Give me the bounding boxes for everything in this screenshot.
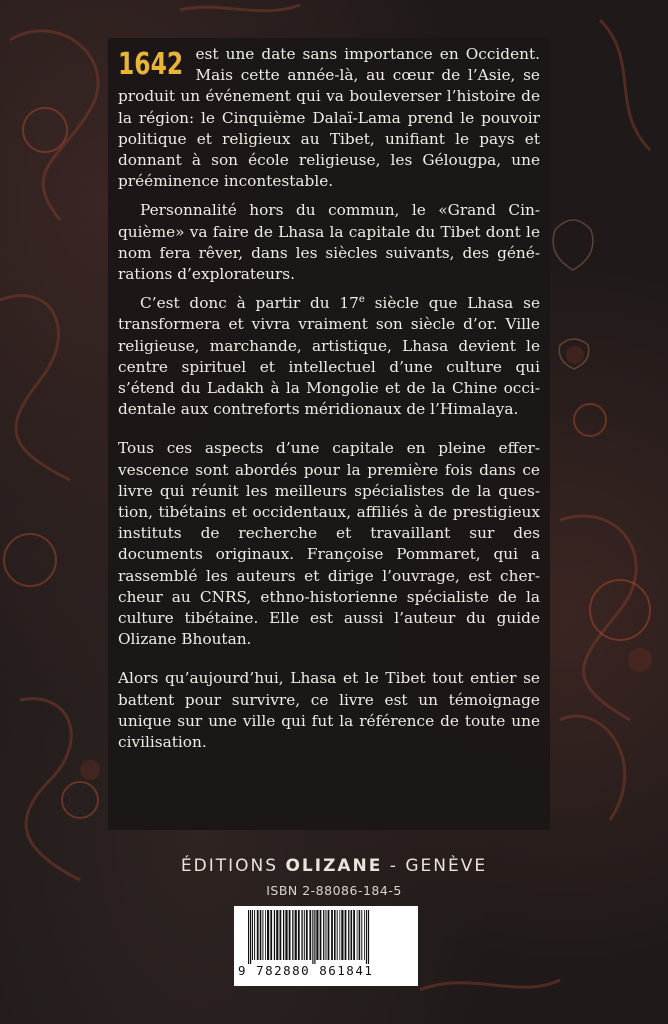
publisher-suffix: - GENÈVE [382, 856, 488, 876]
barcode-bar [301, 910, 302, 960]
barcode-bar [267, 910, 269, 960]
barcode-bar [280, 910, 282, 960]
barcode-bar [295, 910, 297, 960]
barcode-bar [323, 910, 324, 960]
publisher-line [0, 856, 668, 876]
barcode-bar [326, 910, 327, 960]
barcode-bar [289, 910, 291, 960]
paragraph-1 [118, 44, 540, 192]
barcode-guard-bar [314, 910, 315, 964]
paragraph-5: Alors qu’aujourd’hui, Lhasa et le Tibet tout entier se battent pour survivre, ce livre est un témoignage unique sur une ville qui fut la référence de toute une civilisation. [118, 669, 540, 752]
year-highlight: 1642 [118, 47, 184, 82]
barcode-bar [276, 910, 278, 960]
paragraph-1-text: est une date sans importance en Occident. Mais cette année-là, au cœur de l’Asie, se produit un événement qui va bouleverser l’histoire de la région: le Cinquième Dalaï-Lama prend le pouvoir politique et religieux au Tibet, unifiant le pays et donnant à son école religieuse, les Gélougpa, une prééminence incontestable. [118, 45, 540, 191]
barcode-bar [285, 910, 287, 960]
barcode-guard-bar [366, 910, 367, 964]
barcode-bar [361, 910, 362, 960]
barcode-bar [348, 910, 349, 960]
barcode-bar [252, 910, 253, 960]
paragraph-2: Personnalité hors du commun, le «Grand Cinquième» va faire de Lhasa la capitale du Tibet dont le nom fera rêver, dans les siècles suivants, des générations d’explorateurs. [118, 201, 540, 284]
barcode-digits: 9 782880 861841 [238, 963, 374, 978]
barcode-guard-bar [368, 910, 369, 964]
barcode-bar [328, 910, 330, 960]
barcode-bar [262, 910, 263, 960]
barcode-bar [309, 910, 311, 960]
superscript-e: e [358, 294, 365, 306]
barcode-bar [334, 910, 336, 960]
publisher-name: OLIZANE [285, 856, 383, 876]
barcode-bar [353, 910, 355, 960]
barcode-guard-bar [248, 910, 249, 964]
barcode-bars [242, 910, 410, 964]
barcode-bar [304, 910, 305, 960]
barcode-bar [339, 910, 340, 960]
publisher-prefix: ÉDITIONS [180, 856, 286, 876]
barcode-bar [283, 910, 284, 960]
barcode-bar [316, 910, 318, 960]
barcode-bar [359, 910, 361, 960]
barcode-bar [260, 910, 262, 960]
barcode-bar [274, 910, 275, 960]
barcode-bar [320, 910, 322, 960]
barcode-guard-bar [250, 910, 251, 964]
paragraph-3 [118, 293, 540, 420]
barcode-bar [341, 910, 343, 960]
barcode-bar [364, 910, 365, 960]
barcode-bar [357, 910, 358, 960]
barcode-bar [298, 910, 300, 960]
barcode [234, 906, 418, 986]
barcode-bar [257, 910, 259, 960]
barcode-bar [270, 910, 272, 960]
barcode-bar [351, 910, 353, 960]
isbn: ISBN 2-88086-184-5 [266, 883, 402, 898]
barcode-bar [345, 910, 347, 960]
barcode-bar [292, 910, 293, 960]
barcode-bar [254, 910, 255, 960]
barcode-guard-bar [312, 910, 313, 964]
barcode-bar [331, 910, 333, 960]
barcode-bar [306, 910, 308, 960]
barcode-bar [337, 910, 338, 960]
paragraph-3-text-a: C’est donc à partir du 17 [140, 294, 359, 313]
paragraph-4: Tous ces aspects d’une capitale en pleine effervescence sont abordés pour la première fois dans ce livre qui réunit les meilleurs spécialistes de la question, tibétains et occidentaux, affiliés à de prestigieux instituts de recherche et travaillant sur des documents originaux. Françoise Pommaret, qui a rassemblé les auteurs et dirige l’ouvrage, est chercheur au CNRS, ethno-historienne spécialiste de la culture tibétaine. Elle est aussi l’auteur du guide Olizane Bhoutan. [118, 439, 540, 649]
paragraph-3-text-b: siècle que Lhasa se transformera et vivra vraiment son siècle d’or. Ville religieuse, marchande, artistique, Lhasa devient le centre spirituel et intellectuel d’une culture qui s’étend du Ladakh à la Mongolie et de la Chine occidentale aux contreforts méridionaux de l’Himalaya. [118, 294, 540, 419]
blurb [118, 44, 540, 753]
barcode-bar [265, 910, 266, 960]
